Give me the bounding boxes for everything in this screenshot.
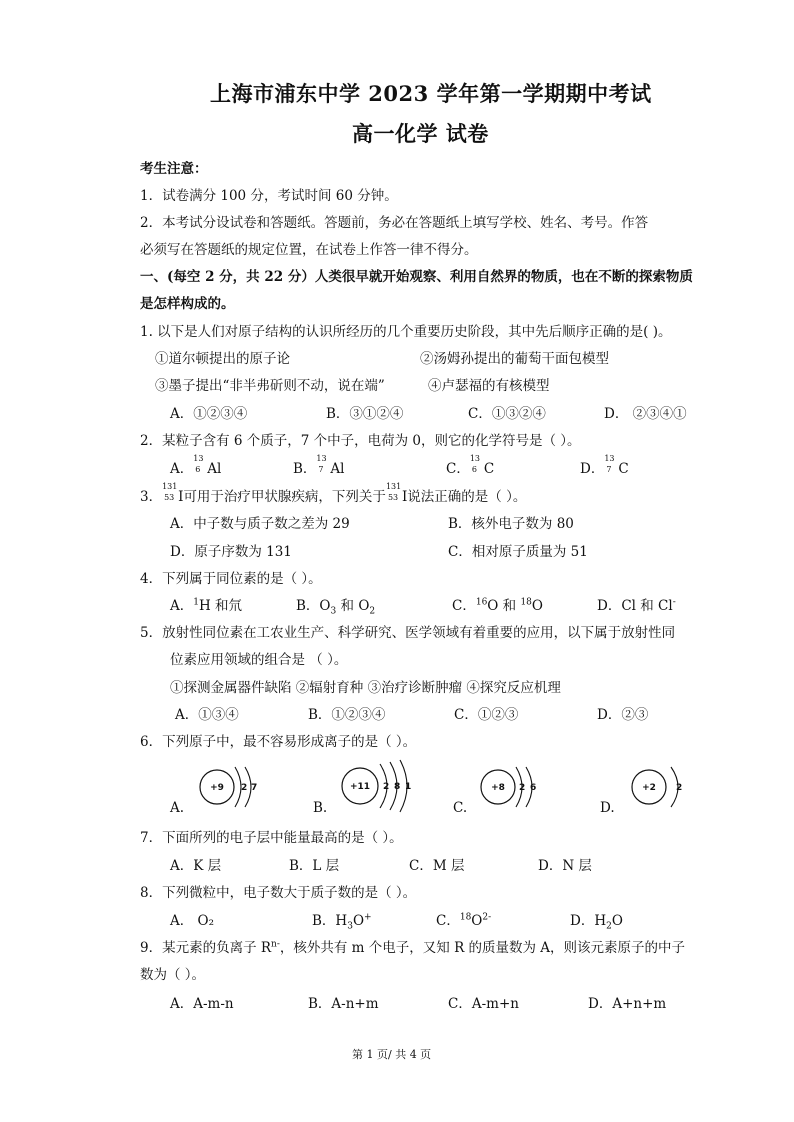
q2-option-d bbox=[580, 454, 629, 477]
q2-option-a bbox=[170, 454, 222, 477]
element-symbol: I bbox=[178, 489, 184, 505]
shell-electrons: 2 bbox=[676, 783, 683, 793]
q3-option-d: D．原子序数为 131 bbox=[170, 544, 292, 560]
option-text: 和 O bbox=[336, 598, 370, 614]
notice-item-1: 1．试卷满分 100 分，考试时间 60 分钟。 bbox=[140, 188, 398, 204]
q5-option-b: B．①②③④ bbox=[308, 707, 386, 723]
option-text: O 和 bbox=[487, 598, 521, 614]
atomic-number: 53 bbox=[387, 493, 399, 502]
nucleus-charge: +9 bbox=[210, 783, 224, 793]
shell-electrons: 7 bbox=[251, 783, 258, 793]
mass-number: 13 bbox=[316, 454, 327, 463]
q4-option-d bbox=[597, 594, 676, 614]
subscript: 3 bbox=[330, 606, 337, 617]
option-label: C． bbox=[446, 461, 470, 477]
element-symbol: C bbox=[618, 461, 629, 477]
stem-text: ，核外共有 m 个电子，又知 R 的质量数为 A，则该元素原子的中子 bbox=[279, 940, 686, 956]
q4-stem: 4．下列属于同位素的是（ ）。 bbox=[140, 571, 322, 587]
shell-electrons: 2 bbox=[241, 783, 248, 793]
element-symbol: Al bbox=[207, 461, 222, 477]
option-text: O bbox=[471, 913, 483, 929]
nucleus-charge: +11 bbox=[349, 782, 371, 792]
q6-option-d-label: D. bbox=[600, 800, 615, 816]
option-label: A． bbox=[170, 598, 194, 614]
exam-subtitle: 高一化学 试卷 bbox=[352, 121, 489, 146]
atomic-number: 6 bbox=[195, 465, 201, 474]
q3-option-a: A．中子数与质子数之差为 29 bbox=[170, 516, 350, 532]
mass-number: 1 bbox=[193, 597, 199, 608]
subscript: 2 bbox=[369, 606, 376, 617]
shell-electrons: 2 bbox=[519, 783, 526, 793]
q1-stem: 1. 以下是人们对原子结构的认识所经历的几个重要历史阶段，其中先后顺序正确的是( )。 bbox=[140, 324, 672, 340]
q7-option-d: D．N 层 bbox=[538, 858, 592, 874]
q7-option-b: B．L 层 bbox=[289, 858, 340, 874]
q1-option-d: D． ②③④① bbox=[604, 406, 687, 422]
q3-stem-middle: 可用于治疗甲状腺疾病，下列关于 bbox=[183, 489, 386, 505]
page-footer: 第 1 页/ 共 4 页 bbox=[352, 1048, 432, 1061]
option-label: B．H bbox=[312, 913, 348, 929]
mass-number: 13 bbox=[604, 454, 615, 463]
notice-heading: 考生注意： bbox=[140, 161, 208, 177]
q5-option-a: A．①③④ bbox=[175, 707, 239, 723]
q1-option-b: B．③①②④ bbox=[326, 406, 404, 422]
q1-option-c: C．①③②④ bbox=[468, 406, 546, 422]
charge: 2- bbox=[482, 912, 492, 923]
q5-option-c: C．①②③ bbox=[454, 707, 519, 723]
atomic-number: 7 bbox=[318, 465, 324, 474]
q8-option-d bbox=[570, 909, 623, 932]
q6-atom-diagram-d bbox=[627, 763, 697, 811]
notice-item-2a: 2．本考试分设试卷和答题纸。答题前，务必在答题纸上填写学校、姓名、考号。作答 bbox=[140, 215, 649, 231]
q4-option-c bbox=[452, 594, 543, 614]
q3-option-b: B．核外电子数为 80 bbox=[448, 516, 574, 532]
q6-atom-diagram-c bbox=[476, 763, 556, 811]
q5-stem-line2: 位素应用领域的组合是 （ ）。 bbox=[170, 652, 348, 668]
exam-title: 上海市浦东中学 2023 学年第一学期期中考试 bbox=[210, 81, 652, 106]
atomic-number: 7 bbox=[606, 465, 612, 474]
q9-option-c: C．A-m+n bbox=[448, 996, 519, 1012]
shell-electrons: 6 bbox=[530, 783, 537, 793]
q1-statement-2: ②汤姆孙提出的葡萄干面包模型 bbox=[420, 351, 609, 367]
option-label: B．O bbox=[296, 598, 331, 614]
mass-number: 18 bbox=[459, 912, 472, 923]
q3-stem-end: 说法正确的是（ ）。 bbox=[407, 489, 527, 505]
q8-option-b bbox=[312, 909, 372, 932]
question-number: 3． bbox=[140, 489, 163, 505]
q6-option-a-label: A. bbox=[170, 800, 185, 816]
option-label: C． bbox=[436, 913, 460, 929]
q6-atom-diagram-a bbox=[195, 763, 275, 811]
q5-items: ①探测金属器件缺陷 ②辐射育种 ③治疗诊断肿瘤 ④探究反应机理 bbox=[170, 680, 561, 696]
section-heading-line1: 一、(每空 2 分，共 22 分）人类很早就开始观察、利用自然界的物质，也在不断的探索物质 bbox=[140, 269, 693, 285]
mass-number: 131 bbox=[162, 482, 178, 491]
option-label: B． bbox=[293, 461, 317, 477]
option-text: O bbox=[352, 913, 365, 929]
q2-option-b bbox=[293, 454, 345, 477]
q8-stem: 8．下列微粒中，电子数大于质子数的是（ ）。 bbox=[140, 885, 417, 901]
section-heading-line2: 是怎样构成的。 bbox=[140, 296, 235, 312]
option-text: O bbox=[531, 598, 543, 614]
q8-option-a: A． O₂ bbox=[170, 913, 215, 929]
q9-stem-line2: 数为（ ）。 bbox=[140, 967, 206, 983]
q9-option-a: A．A-m-n bbox=[170, 996, 234, 1012]
element-symbol: Al bbox=[330, 461, 345, 477]
subscript: 3 bbox=[347, 921, 353, 932]
q7-option-a: A．K 层 bbox=[170, 858, 222, 874]
element-symbol: I bbox=[401, 489, 408, 505]
charge: - bbox=[672, 597, 676, 608]
q6-option-b-label: B. bbox=[313, 800, 328, 816]
mass-number: 13 bbox=[469, 454, 481, 463]
q6-option-c-label: C. bbox=[453, 800, 468, 816]
q1-statement-3: ③墨子提出“非半弗斫则不动，说在端” bbox=[155, 378, 385, 394]
stem-text: 9．某元素的负离子 R bbox=[140, 940, 272, 956]
atomic-number: 6 bbox=[471, 465, 477, 474]
option-text: O bbox=[611, 913, 623, 929]
q9-stem-line1 bbox=[140, 936, 685, 956]
option-label: C． bbox=[452, 598, 476, 614]
q3-option-c: C．相对原子质量为 51 bbox=[448, 544, 588, 560]
charge: n- bbox=[271, 939, 280, 950]
q4-option-b bbox=[296, 594, 376, 617]
option-label: D． bbox=[580, 461, 605, 477]
option-label: A． bbox=[170, 461, 194, 477]
q9-option-b: B．A-n+m bbox=[308, 996, 379, 1012]
mass-number: 18 bbox=[520, 597, 532, 608]
q5-stem-line1: 5．放射性同位素在工农业生产、科学研究、医学领域有着重要的应用，以下属于放射性同 bbox=[140, 625, 676, 641]
option-label: D．H bbox=[570, 913, 607, 929]
shell-electrons: 2 bbox=[383, 782, 390, 792]
q7-stem: 7．下面所列的电子层中能量最高的是（ ）。 bbox=[140, 830, 403, 846]
q1-option-a: A．①②③④ bbox=[170, 406, 248, 422]
atomic-number: 53 bbox=[164, 493, 175, 502]
q6-stem: 6．下列原子中，最不容易形成离子的是（ ）。 bbox=[140, 734, 417, 750]
shell-electrons: 8 bbox=[394, 782, 401, 792]
notice-item-2b: 必须写在答题纸的规定位置，在试卷上作答一律不得分。 bbox=[140, 242, 478, 258]
q7-option-c: C．M 层 bbox=[409, 858, 465, 874]
element-symbol: C bbox=[483, 461, 495, 477]
option-text: H 和氘 bbox=[198, 598, 243, 614]
q1-statement-4: ④卢瑟福的有核模型 bbox=[428, 378, 550, 394]
q3-stem bbox=[140, 482, 527, 505]
shell-electrons: 1 bbox=[405, 782, 412, 792]
mass-number: 16 bbox=[475, 597, 488, 608]
q4-option-a bbox=[170, 594, 242, 614]
q2-option-c bbox=[446, 454, 495, 477]
q1-statement-1: ①道尔顿提出的原子论 bbox=[155, 351, 290, 367]
charge: + bbox=[364, 912, 372, 923]
q9-option-d: D．A+n+m bbox=[588, 996, 667, 1012]
mass-number: 13 bbox=[193, 454, 204, 463]
nucleus-charge: +2 bbox=[642, 783, 656, 793]
q6-atom-diagram-b bbox=[338, 758, 428, 814]
nucleus-charge: +8 bbox=[491, 783, 505, 793]
option-label: D．Cl 和 Cl bbox=[597, 598, 673, 614]
q8-option-c bbox=[436, 909, 491, 929]
mass-number: 131 bbox=[385, 482, 402, 491]
q2-stem: 2．某粒子含有 6 个质子，7 个中子，电荷为 0，则它的化学符号是（ ）。 bbox=[140, 433, 581, 449]
subscript: 2 bbox=[606, 921, 612, 932]
q5-option-d: D．②③ bbox=[597, 707, 649, 723]
